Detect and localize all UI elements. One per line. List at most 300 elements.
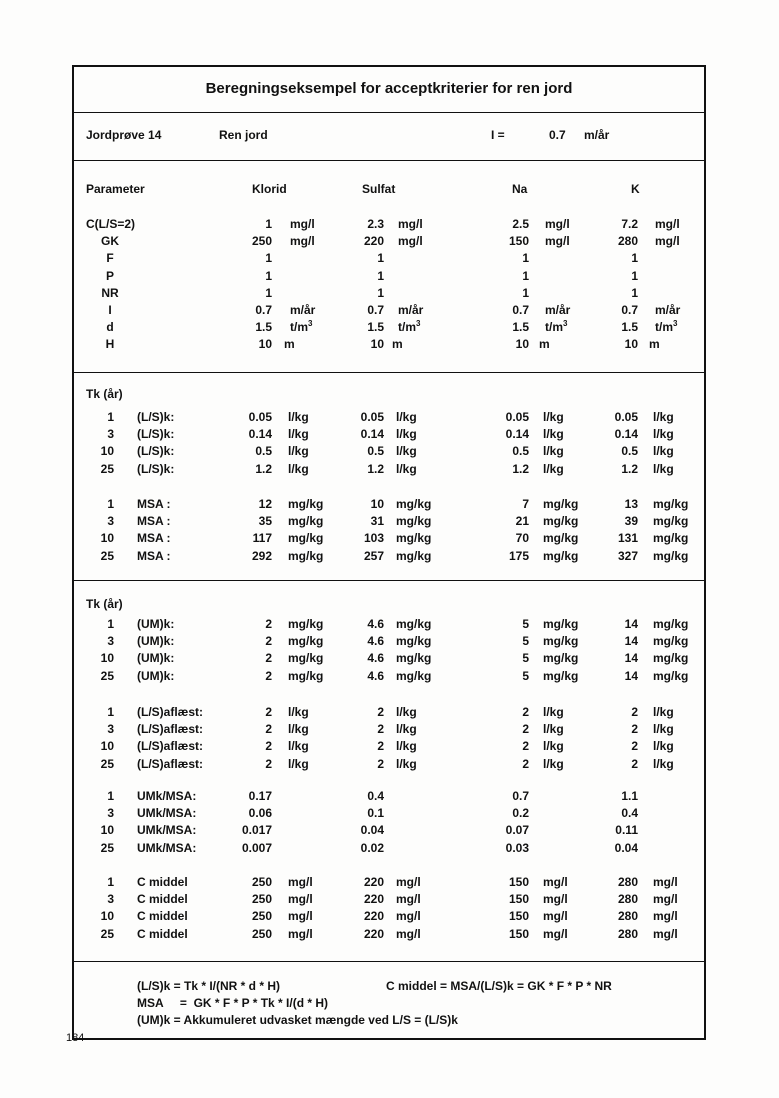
cell-unit: mg/l — [653, 926, 678, 941]
divider — [72, 372, 706, 373]
row-label: (UM)k: — [137, 651, 175, 666]
cell-unit: l/kg — [653, 739, 674, 754]
cell-unit: mg/l — [396, 909, 421, 924]
cell-value: 2 — [377, 756, 384, 771]
cell-value: 0.04 — [614, 840, 638, 855]
cell-unit: mg/kg — [653, 548, 689, 563]
cell-unit: mg/kg — [288, 668, 324, 683]
cell-value: 1.2 — [367, 461, 384, 476]
cell-unit: l/kg — [653, 444, 674, 459]
cell-value: 0.14 — [248, 427, 272, 442]
cell-value: 1 — [522, 251, 529, 266]
cell-value: 131 — [617, 531, 638, 546]
cell-unit: mg/kg — [396, 634, 432, 649]
cell-value: 0.14 — [505, 427, 529, 442]
cell-unit: l/kg — [288, 427, 309, 442]
cell-unit: m — [539, 337, 550, 352]
cell-unit: m/år — [655, 303, 681, 317]
cell-value: 1.1 — [621, 789, 638, 803]
cell-unit: l/kg — [288, 461, 309, 476]
cell-value: 0.05 — [614, 410, 638, 424]
tk-value: 3 — [107, 634, 114, 649]
cell-unit: m/år — [290, 303, 316, 317]
row-label: (UM)k: — [137, 634, 175, 649]
cell-value: 4.6 — [367, 651, 384, 666]
cell-unit: mg/kg — [396, 668, 432, 683]
cell-unit: l/kg — [288, 756, 309, 771]
cell-unit: m/år — [398, 303, 424, 317]
cell-value: 1.5 — [512, 320, 529, 335]
divider — [72, 160, 706, 161]
cell-unit: l/kg — [543, 722, 564, 737]
cell-unit: l/kg — [396, 739, 417, 754]
cell-unit: mg/kg — [653, 617, 689, 631]
cell-unit: l/kg — [653, 756, 674, 771]
row-label: (UM)k: — [137, 668, 175, 683]
superscript-3: 3 — [673, 319, 678, 329]
cell-value: 250 — [251, 926, 272, 941]
cell-value: 1 — [377, 251, 384, 266]
cell-unit: mg/kg — [543, 668, 579, 683]
cell-unit: mg/kg — [543, 531, 579, 546]
row-label: C middel — [137, 926, 188, 941]
cell-unit: mg/kg — [288, 617, 324, 631]
cell-unit: l/kg — [653, 410, 674, 424]
tk-value: 25 — [100, 926, 114, 941]
cell-value: 39 — [624, 514, 638, 529]
row-label: (L/S)k: — [137, 461, 175, 476]
cell-value: 0.05 — [360, 410, 384, 424]
cell-unit: l/kg — [288, 705, 309, 719]
cell-value: 0.05 — [248, 410, 272, 424]
cell-unit: mg/kg — [396, 497, 432, 511]
cell-unit: mg/l — [290, 217, 315, 231]
cell-value: 2 — [522, 756, 529, 771]
formula-um: (UM)k = Akkumuleret udvasket mængde ved L/S = (L/S)k — [137, 1013, 458, 1027]
cell-value: 1 — [377, 285, 384, 300]
cell-value: 0.7 — [512, 789, 529, 803]
superscript-3: 3 — [416, 319, 421, 329]
cell-unit: l/kg — [396, 410, 417, 424]
row-label: (L/S)aflæst: — [137, 722, 203, 737]
cell-value: 2.5 — [512, 217, 529, 231]
cell-value: 2 — [377, 722, 384, 737]
row-label: MSA : — [137, 548, 171, 563]
cell-value: 1 — [265, 217, 272, 231]
cell-unit: mg/l — [396, 926, 421, 941]
cell-value: 150 — [508, 875, 529, 889]
cell-value: 0.17 — [248, 789, 272, 803]
cell-value: 35 — [258, 514, 272, 529]
row-label: (L/S)aflæst: — [137, 739, 203, 754]
page-title: Beregningseksempel for acceptkriterier for ren jord — [205, 80, 573, 97]
cell-unit: mg/l — [398, 217, 423, 231]
cell-value: 257 — [363, 548, 384, 563]
tk-value: 1 — [107, 875, 114, 889]
cell-unit: l/kg — [543, 461, 564, 476]
cell-value: 31 — [370, 514, 384, 529]
cell-unit: mg/l — [396, 875, 421, 889]
cell-value: 0.2 — [512, 806, 529, 821]
tk-value: 25 — [100, 461, 114, 476]
row-label: (L/S)k: — [137, 410, 175, 424]
row-label: C middel — [137, 909, 188, 924]
cell-value: 2 — [522, 739, 529, 754]
param-label: H — [105, 337, 115, 352]
cell-value: 1 — [522, 268, 529, 283]
cell-unit: m — [392, 337, 403, 352]
row-label: MSA : — [137, 514, 171, 529]
cell-value: 0.02 — [360, 840, 384, 855]
cell-value: 14 — [624, 668, 638, 683]
cell-value: 2 — [265, 705, 272, 719]
cell-unit: mg/l — [545, 234, 570, 249]
cell-value: 5 — [522, 668, 529, 683]
cell-unit: mg/kg — [653, 634, 689, 649]
row-label: C middel — [137, 875, 188, 889]
cell-value: 250 — [251, 875, 272, 889]
cell-unit: mg/l — [543, 875, 568, 889]
tk-value: 25 — [100, 548, 114, 563]
tk-value: 10 — [100, 739, 114, 754]
cell-value: 150 — [508, 892, 529, 907]
cell-value: 2 — [631, 722, 638, 737]
cell-value: 0.5 — [255, 444, 272, 459]
cell-value: 150 — [508, 909, 529, 924]
cell-unit: $t/m^3$ — [290, 319, 313, 335]
cell-value: 2 — [265, 756, 272, 771]
formula-msa: MSA = GK * F * P * Tk * I/(d * H) — [137, 996, 329, 1010]
cell-unit: mg/l — [655, 217, 680, 231]
cell-unit: mg/kg — [543, 651, 579, 666]
cell-value: 1 — [265, 285, 272, 300]
cell-value: 250 — [251, 892, 272, 907]
cell-unit: m — [284, 337, 295, 352]
cell-value: 0.1 — [367, 806, 384, 821]
cell-value: 4.6 — [367, 617, 384, 631]
cell-value: 175 — [508, 548, 529, 563]
cell-value: 280 — [617, 875, 638, 889]
divider — [72, 580, 706, 581]
cell-unit: l/kg — [543, 410, 564, 424]
cell-unit: mg/kg — [653, 668, 689, 683]
cell-unit: l/kg — [653, 705, 674, 719]
cell-value: 150 — [508, 926, 529, 941]
tk-value: 3 — [107, 806, 114, 821]
cell-unit: mg/kg — [653, 531, 689, 546]
cell-unit: mg/kg — [653, 514, 689, 529]
cell-value: 10 — [370, 337, 384, 352]
cell-unit: mg/l — [653, 909, 678, 924]
cell-value: 0.4 — [367, 789, 384, 803]
cell-unit: l/kg — [543, 427, 564, 442]
cell-value: 280 — [617, 234, 638, 249]
cell-value: 1.2 — [512, 461, 529, 476]
cell-unit: l/kg — [543, 705, 564, 719]
cell-unit: l/kg — [543, 756, 564, 771]
cell-value: 1 — [265, 251, 272, 266]
cell-value: 280 — [617, 926, 638, 941]
column-header: K — [631, 182, 640, 196]
row-label: UMk/MSA: — [137, 823, 197, 838]
cell-value: 5 — [522, 651, 529, 666]
parameter-header: Parameter — [86, 182, 145, 196]
row-label: C middel — [137, 892, 188, 907]
cell-unit: mg/l — [288, 909, 313, 924]
cell-value: 1 — [631, 268, 638, 283]
cell-value: 0.5 — [621, 444, 638, 459]
cell-unit: mg/l — [543, 926, 568, 941]
cell-value: 7.2 — [621, 217, 638, 231]
cell-unit: mg/l — [290, 234, 315, 249]
row-label: MSA : — [137, 497, 171, 511]
divider — [72, 961, 706, 962]
cell-value: 250 — [251, 909, 272, 924]
cell-value: 0.05 — [505, 410, 529, 424]
cell-value: 103 — [363, 531, 384, 546]
cell-unit: m/år — [545, 303, 571, 317]
row-label: (L/S)k: — [137, 427, 175, 442]
cell-unit: mg/kg — [288, 651, 324, 666]
cell-value: 2 — [265, 722, 272, 737]
param-label: F — [106, 251, 114, 266]
param-label: C(L/S=2) — [86, 217, 136, 231]
superscript-3: 3 — [308, 319, 313, 329]
cell-value: 2 — [377, 705, 384, 719]
cell-value: 220 — [363, 892, 384, 907]
cell-value: 1 — [631, 251, 638, 266]
cell-unit: l/kg — [396, 427, 417, 442]
row-label: UMk/MSA: — [137, 789, 197, 803]
cell-value: 5 — [522, 634, 529, 649]
cell-value: 220 — [363, 909, 384, 924]
cell-value: 0.4 — [621, 806, 638, 821]
cell-unit: mg/kg — [288, 531, 324, 546]
cell-value: 1.2 — [255, 461, 272, 476]
cell-unit: mg/kg — [543, 548, 579, 563]
cell-unit: l/kg — [543, 444, 564, 459]
cell-value: 1.5 — [255, 320, 272, 335]
tk-value: 1 — [107, 617, 114, 631]
cell-unit: mg/l — [288, 892, 313, 907]
cell-unit: l/kg — [653, 427, 674, 442]
cell-value: 2 — [265, 651, 272, 666]
cell-unit: l/kg — [396, 722, 417, 737]
sample-type: Ren jord — [219, 128, 268, 142]
tk-value: 3 — [107, 427, 114, 442]
cell-value: 0.14 — [614, 427, 638, 442]
cell-value: 14 — [624, 634, 638, 649]
cell-unit: mg/l — [288, 926, 313, 941]
tk-value: 25 — [100, 840, 114, 855]
cell-unit: l/kg — [288, 722, 309, 737]
cell-value: 12 — [258, 497, 272, 511]
column-header: Sulfat — [362, 182, 396, 196]
cell-value: 220 — [363, 875, 384, 889]
cell-unit: mg/l — [655, 234, 680, 249]
cell-value: 1.2 — [621, 461, 638, 476]
cell-value: 0.14 — [360, 427, 384, 442]
cell-value: 10 — [370, 497, 384, 511]
row-label: UMk/MSA: — [137, 806, 197, 821]
cell-unit: mg/kg — [396, 617, 432, 631]
row-label: (L/S)aflæst: — [137, 756, 203, 771]
cell-unit: $t/m^3$ — [545, 319, 568, 335]
cell-value: 0.5 — [512, 444, 529, 459]
cell-value: 2 — [377, 739, 384, 754]
param-label: GK — [101, 234, 119, 249]
cell-unit: l/kg — [396, 705, 417, 719]
cell-value: 4.6 — [367, 634, 384, 649]
tk-value: 10 — [100, 531, 114, 546]
cell-unit: l/kg — [396, 461, 417, 476]
param-label: d — [106, 320, 114, 335]
divider — [72, 112, 706, 113]
cell-value: 117 — [252, 531, 272, 546]
tk-value: 10 — [100, 909, 114, 924]
cell-unit: mg/kg — [288, 634, 324, 649]
cell-value: 2 — [265, 739, 272, 754]
row-label: (UM)k: — [137, 617, 175, 631]
cell-value: 0.7 — [367, 303, 384, 317]
sample-name: Jordprøve 14 — [86, 128, 162, 142]
cell-unit: mg/kg — [288, 548, 324, 563]
formula-ls: (L/S)k = Tk * I/(NR * d * H) — [137, 979, 281, 993]
tk-label: Tk (år) — [86, 387, 123, 401]
tk-value: 1 — [107, 497, 114, 511]
cell-unit: l/kg — [653, 722, 674, 737]
cell-value: 1 — [631, 285, 638, 300]
param-label: NR — [101, 285, 119, 300]
cell-unit: mg/l — [543, 892, 568, 907]
page-number: 184 — [66, 1032, 85, 1044]
cell-value: 2 — [631, 705, 638, 719]
cell-unit: l/kg — [653, 461, 674, 476]
cell-unit: l/kg — [288, 739, 309, 754]
cell-unit: mg/l — [288, 875, 313, 889]
cell-value: 10 — [624, 337, 638, 352]
cell-value: 21 — [515, 514, 529, 529]
tk-value: 25 — [100, 756, 114, 771]
tk-value: 1 — [107, 410, 114, 424]
cell-value: 0.5 — [367, 444, 384, 459]
cell-unit: mg/l — [398, 234, 423, 249]
row-label: (L/S)aflæst: — [137, 705, 203, 719]
formula-cmiddel: C middel = MSA/(L/S)k = GK * F * P * NR — [386, 979, 612, 993]
superscript-3: 3 — [563, 319, 568, 329]
cell-value: 2 — [265, 617, 272, 631]
cell-unit: l/kg — [288, 444, 309, 459]
cell-value: 0.06 — [248, 806, 272, 821]
row-label: (L/S)k: — [137, 444, 175, 459]
cell-value: 2 — [265, 634, 272, 649]
cell-value: 0.7 — [621, 303, 638, 317]
cell-unit: mg/kg — [396, 548, 432, 563]
cell-unit: l/kg — [543, 739, 564, 754]
i-label: I = — [491, 128, 505, 142]
cell-unit: mg/kg — [543, 497, 579, 511]
cell-unit: mg/l — [545, 217, 570, 231]
cell-value: 250 — [251, 234, 272, 249]
tk-value: 10 — [100, 651, 114, 666]
cell-unit: mg/kg — [288, 497, 324, 511]
cell-unit: $t/m^3$ — [655, 319, 678, 335]
cell-unit: l/kg — [396, 756, 417, 771]
cell-unit: mg/l — [653, 892, 678, 907]
tk-value: 3 — [107, 514, 114, 529]
cell-value: 5 — [522, 617, 529, 631]
cell-value: 292 — [251, 548, 272, 563]
cell-value: 2 — [631, 739, 638, 754]
tk-value: 10 — [100, 444, 114, 459]
cell-unit: m — [649, 337, 660, 352]
i-unit: m/år — [584, 128, 610, 142]
cell-value: 220 — [363, 234, 384, 249]
cell-value: 13 — [624, 497, 638, 511]
cell-value: 150 — [508, 234, 529, 249]
cell-unit: mg/kg — [543, 634, 579, 649]
row-label: UMk/MSA: — [137, 840, 197, 855]
tk-value: 1 — [107, 789, 114, 803]
cell-value: 1 — [377, 268, 384, 283]
cell-value: 0.017 — [241, 823, 272, 838]
column-header: Klorid — [252, 182, 287, 196]
cell-value: 1.5 — [367, 320, 384, 335]
tk-value: 1 — [107, 705, 114, 719]
cell-value: 1.5 — [621, 320, 638, 335]
cell-value: 2 — [265, 668, 272, 683]
cell-value: 0.11 — [615, 823, 638, 838]
param-label: P — [105, 268, 114, 283]
cell-value: 327 — [617, 548, 638, 563]
cell-value: 10 — [258, 337, 272, 352]
tk-value: 25 — [100, 668, 114, 683]
cell-value: 0.03 — [505, 840, 529, 855]
row-label: MSA : — [137, 531, 171, 546]
column-header: Na — [512, 182, 528, 196]
cell-value: 0.007 — [241, 840, 272, 855]
cell-unit: mg/kg — [396, 531, 432, 546]
cell-value: 0.7 — [255, 303, 272, 317]
cell-value: 14 — [624, 651, 638, 666]
cell-value: 1 — [265, 268, 272, 283]
cell-value: 0.07 — [505, 823, 529, 838]
cell-unit: mg/kg — [653, 651, 689, 666]
cell-unit: mg/kg — [288, 514, 324, 529]
cell-value: 0.7 — [512, 303, 529, 317]
cell-value: 2.3 — [367, 217, 384, 231]
cell-value: 0.04 — [360, 823, 384, 838]
cell-value: 280 — [617, 892, 638, 907]
tk-label: Tk (år) — [86, 597, 123, 611]
cell-unit: mg/l — [396, 892, 421, 907]
tk-value: 3 — [107, 722, 114, 737]
cell-unit: $t/m^3$ — [398, 319, 421, 335]
cell-value: 1 — [522, 285, 529, 300]
cell-unit: mg/kg — [543, 617, 579, 631]
cell-unit: mg/kg — [543, 514, 579, 529]
cell-value: 220 — [363, 926, 384, 941]
cell-unit: mg/kg — [396, 651, 432, 666]
cell-unit: mg/l — [543, 909, 568, 924]
cell-value: 2 — [522, 705, 529, 719]
cell-value: 280 — [617, 909, 638, 924]
cell-value: 2 — [522, 722, 529, 737]
i-value: 0.7 — [549, 128, 566, 142]
cell-value: 2 — [631, 756, 638, 771]
cell-value: 7 — [522, 497, 529, 511]
tk-value: 3 — [107, 892, 114, 907]
